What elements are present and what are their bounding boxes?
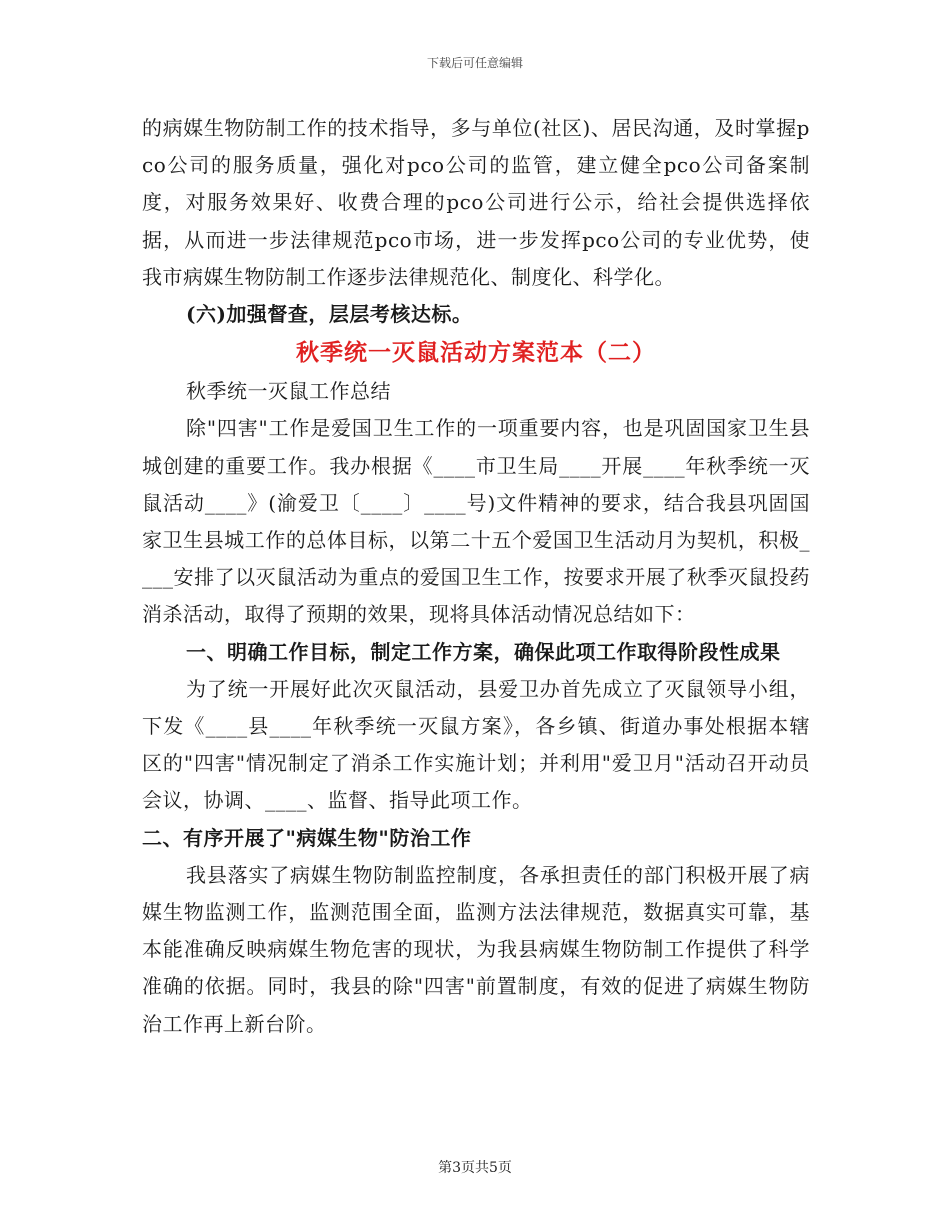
paragraph-section-2: 我县落实了病媒生物防制监控制度，各承担责任的部门积极开展了病媒生物监测工作，监测范围全面，监测方法法律规范，数据真实可靠，基本能准确反映病媒生物危害的现状，为我县病媒生物防制工作提供了科学准确的依据。同时，我县的除"四害"前置制度，有效的促进了病媒生物防治工作再上新台阶。 — [142, 862, 810, 1036]
page-header-note: 下载后可任意编辑 — [426, 56, 523, 70]
subtitle: 秋季统一灭鼠工作总结 — [186, 379, 391, 404]
document-body — [142, 110, 810, 1043]
page-number: 第3页共5页 — [438, 1160, 512, 1176]
section-heading-2: 二、有序开展了"病媒生物"防治工作 — [142, 825, 472, 850]
paragraph-continued: 的病媒生物防制工作的技术指导，多与单位(社区)、居民沟通，及时掌握pco公司的服务质量，强化对pco公司的监管，建立健全pco公司备案制度，对服务效果好、收费合理的pco公司进行公示，给社会提供选择依据，从而进一步法律规范pco市场，进一步发挥pco公司的专业优势，使我市病媒生物防制工作逐步法律规范化、制度化、科学化。 — [142, 116, 810, 289]
paragraph-section-1: 为了统一开展好此次灭鼠活动，县爱卫办首先成立了灭鼠领导小组，下发《____县____年秋季统一灭鼠方案》，各乡镇、街道办事处根据本辖区的"四害"情况制定了消杀工作实施计划；并利用"爱卫月"活动召开动员会议，协调、____、监督、指导此项工作。 — [142, 676, 810, 813]
section-heading-6: (六)加强督查，层层考核达标。 — [186, 302, 473, 327]
section-heading-1: 一、明确工作目标，制定工作方案，确保此项工作取得阶段性成果 — [186, 639, 781, 664]
paragraph-intro: 除"四害"工作是爱国卫生工作的一项重要内容，也是巩固国家卫生县城创建的重要工作。我办根据《____市卫生局____开展____年秋季统一灭鼠活动____》(渝爱卫〔____〕____号)文件精神的要求，结合我县巩固国家卫生县城工作的总体目标，以第二十五个爱国卫生活动月为契机，积极____安排了以灭鼠活动为重点的爱国卫生工作，按要求开展了秋季灭鼠投药消杀活动，取得了预期的效果，现将具体活动情况总结如下： — [142, 416, 810, 627]
document-title: 秋季统一灭鼠活动方案范本（二） — [296, 339, 656, 367]
